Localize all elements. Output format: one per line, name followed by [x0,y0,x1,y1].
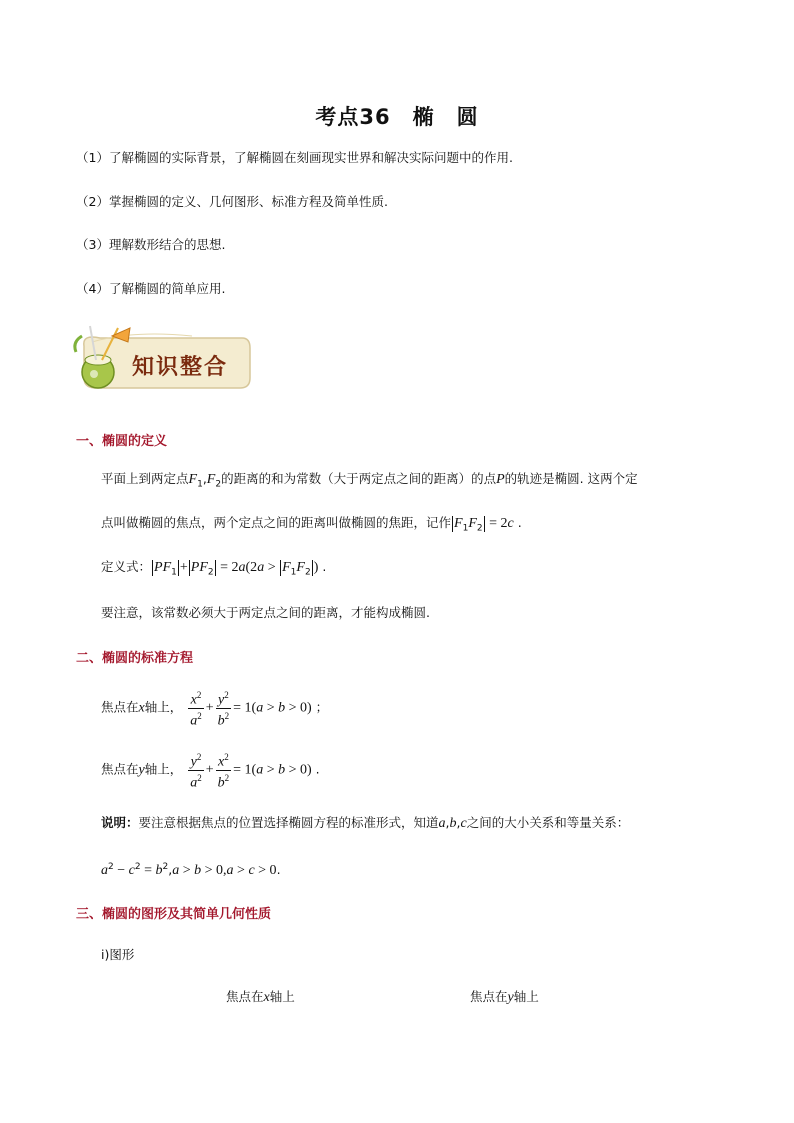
section-heading-2: 二、椭圆的标准方程 [76,651,194,666]
definition-paragraph-line2: 点叫做椭圆的焦点，两个定点之间的距离叫做椭圆的焦距，记作 $F_1F_2 = 2c$ . [101,515,522,534]
section-heading-3: 三、椭圆的图形及其简单几何性质 [76,907,272,922]
knowledge-banner [72,322,254,400]
objective-3: （3）理解数形结合的思想. [76,237,226,252]
objective-2: （2）掌握椭圆的定义、几何图形、标准方程及简单性质. [76,194,388,209]
figure-caption-y-axis: 焦点在y轴上 [470,989,539,1005]
figure-subheading: i)图形 [101,947,135,962]
objective-4: （4）了解椭圆的简单应用. [76,281,226,296]
objective-1: （1）了解椭圆的实际背景，了解椭圆在刻画现实世界和解决实际问题中的作用. [76,150,513,165]
section-heading-1: 一、椭圆的定义 [76,434,168,449]
page-title: 考点36 椭 圆 [315,105,479,129]
equation-x-axis: 焦点在x轴上， $\frac{x^2}{a^2}$ + $\frac{y^2}{b^2}$ = 1(a > b > 0) ； [101,690,329,729]
banner-label: 知识整合 [132,355,229,380]
abc-relation: $a^2 - c^2 = b^2,a > b > 0,a > c > 0$. [101,862,281,879]
definition-formula: 定义式： $PF_1 + PF_2 = 2a(2a > F_1F_2$ ) . [101,559,327,578]
definition-note: 要注意，该常数必须大于两定点之间的距离，才能构成椭圆. [101,605,430,620]
equation-y-axis: 焦点在y轴上， $\frac{y^2}{a^2}$ + $\frac{x^2}{b^2}$ = 1(a > b > 0) . [101,752,320,791]
figure-caption-x-axis: 焦点在x轴上 [226,989,295,1005]
equation-note: 说明：要注意根据焦点的位置选择椭圆方程的标准形式，知道a,b,c之间的大小关系和等量关系： [101,815,630,831]
definition-paragraph-line1: 平面上到两定点$F_1,F_2$的距离的和为常数（大于两定点之间的距离）的点P的轨迹是椭圆. 这两个定 [101,471,638,490]
